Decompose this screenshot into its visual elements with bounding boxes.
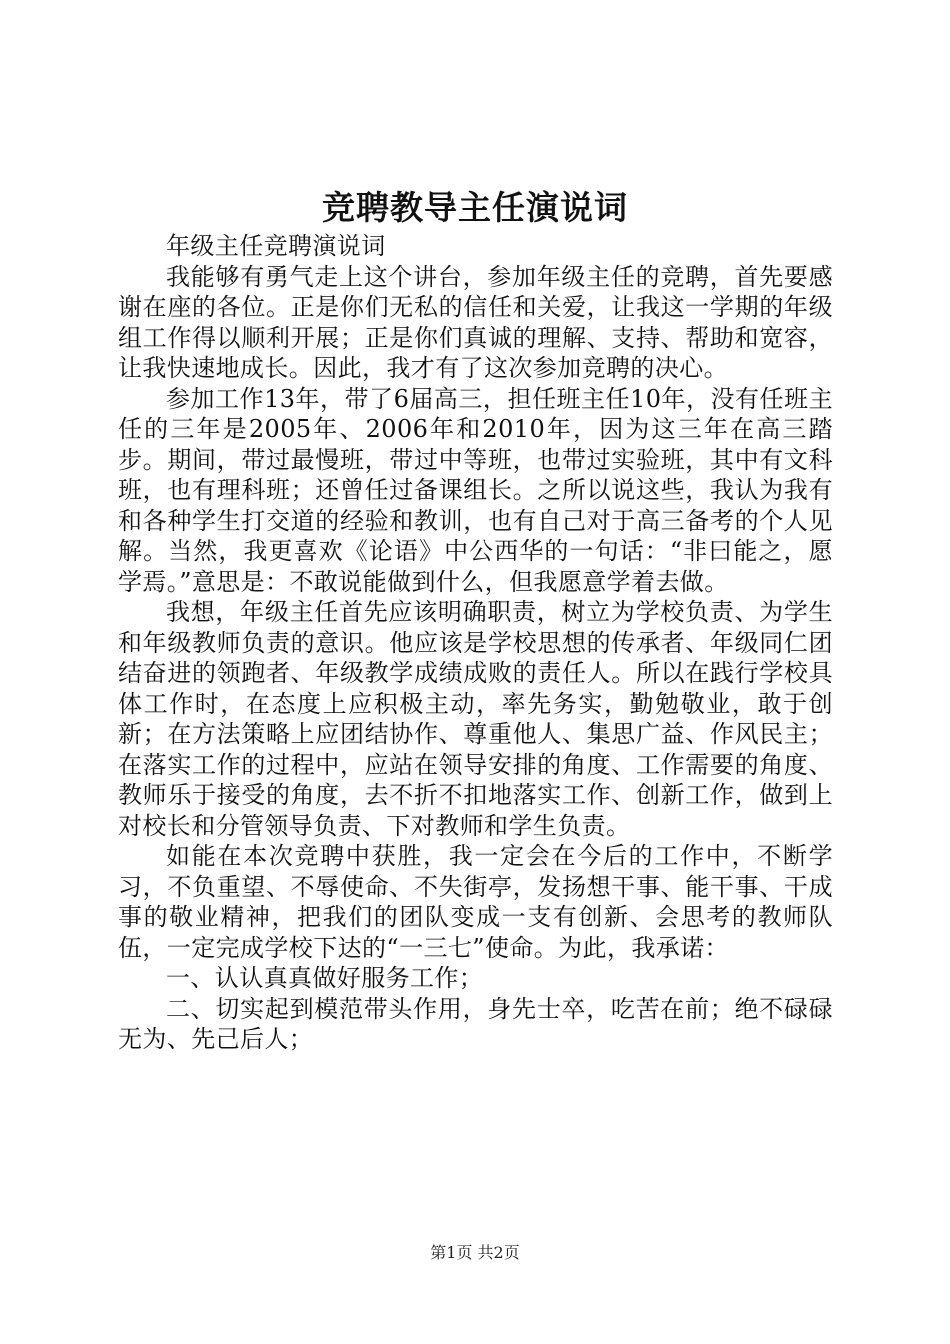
- document-body: [118, 231, 833, 1055]
- body-paragraph: 参加工作13年，带了6届高三，担任班主任10年，没有任班主任的三年是2005年、2006年和2010年，因为这三年在高三踏步。期间，带过最慢班，带过中等班，也带过实验班，其中有文科班，也有理科班；还曾任过备课组长。之所以说这些，我认为我有和各种学生打交道的经验和教训，也有自己对于高三备考的个人见解。当然，我更喜欢《论语》中公西华的一句话：“非曰能之，愿学焉。”意思是：不敢说能做到什么，但我愿意学着去做。: [118, 384, 833, 596]
- page-number-footer: 第1页 共2页: [430, 1243, 520, 1262]
- pledge-item: 二、切实起到模范带头作用，身先士卒，吃苦在前；绝不碌碌无为、先己后人；: [118, 994, 833, 1053]
- body-paragraph: 我想，年级主任首先应该明确职责，树立为学校负责、为学生和年级教师负责的意识。他应该是学校思想的传承者、年级同仁团结奋进的领跑者、年级教学成绩成败的责任人。所以在践行学校具体工作时，在态度上应积极主动，率先务实，勤勉敬业，敢于创新；在方法策略上应团结协作、尊重他人、集思广益、作风民主；在落实工作的过程中，应站在领导安排的角度、工作需要的角度、教师乐于接受的角度，去不折不扣地落实工作、创新工作，做到上对校长和分管领导负责、下对教师和学生负责。: [118, 598, 833, 840]
- subtitle-paragraph: 年级主任竞聘演说词: [166, 232, 386, 260]
- body-paragraph: 我能够有勇气走上这个讲台，参加年级主任的竞聘，首先要感谢在座的各位。正是你们无私的信任和关爱，让我这一学期的年级组工作得以顺利开展；正是你们真诚的理解、支持、帮助和宽容，让我快速地成长。因此，我才有了这次参加竞聘的决心。: [118, 262, 833, 382]
- body-paragraph: 如能在本次竞聘中获胜，我一定会在今后的工作中，不断学习，不负重望、不辱使命、不失街亭，发扬想干事、能干事、干成事的敬业精神，把我们的团队变成一支有创新、会思考的教师队伍，一定完成学校下达的“一三七”使命。为此，我承诺：: [118, 842, 833, 962]
- pledge-item: 一、认认真真做好服务工作；: [166, 964, 484, 992]
- document-title: 竞聘教导主任演说词: [322, 188, 628, 227]
